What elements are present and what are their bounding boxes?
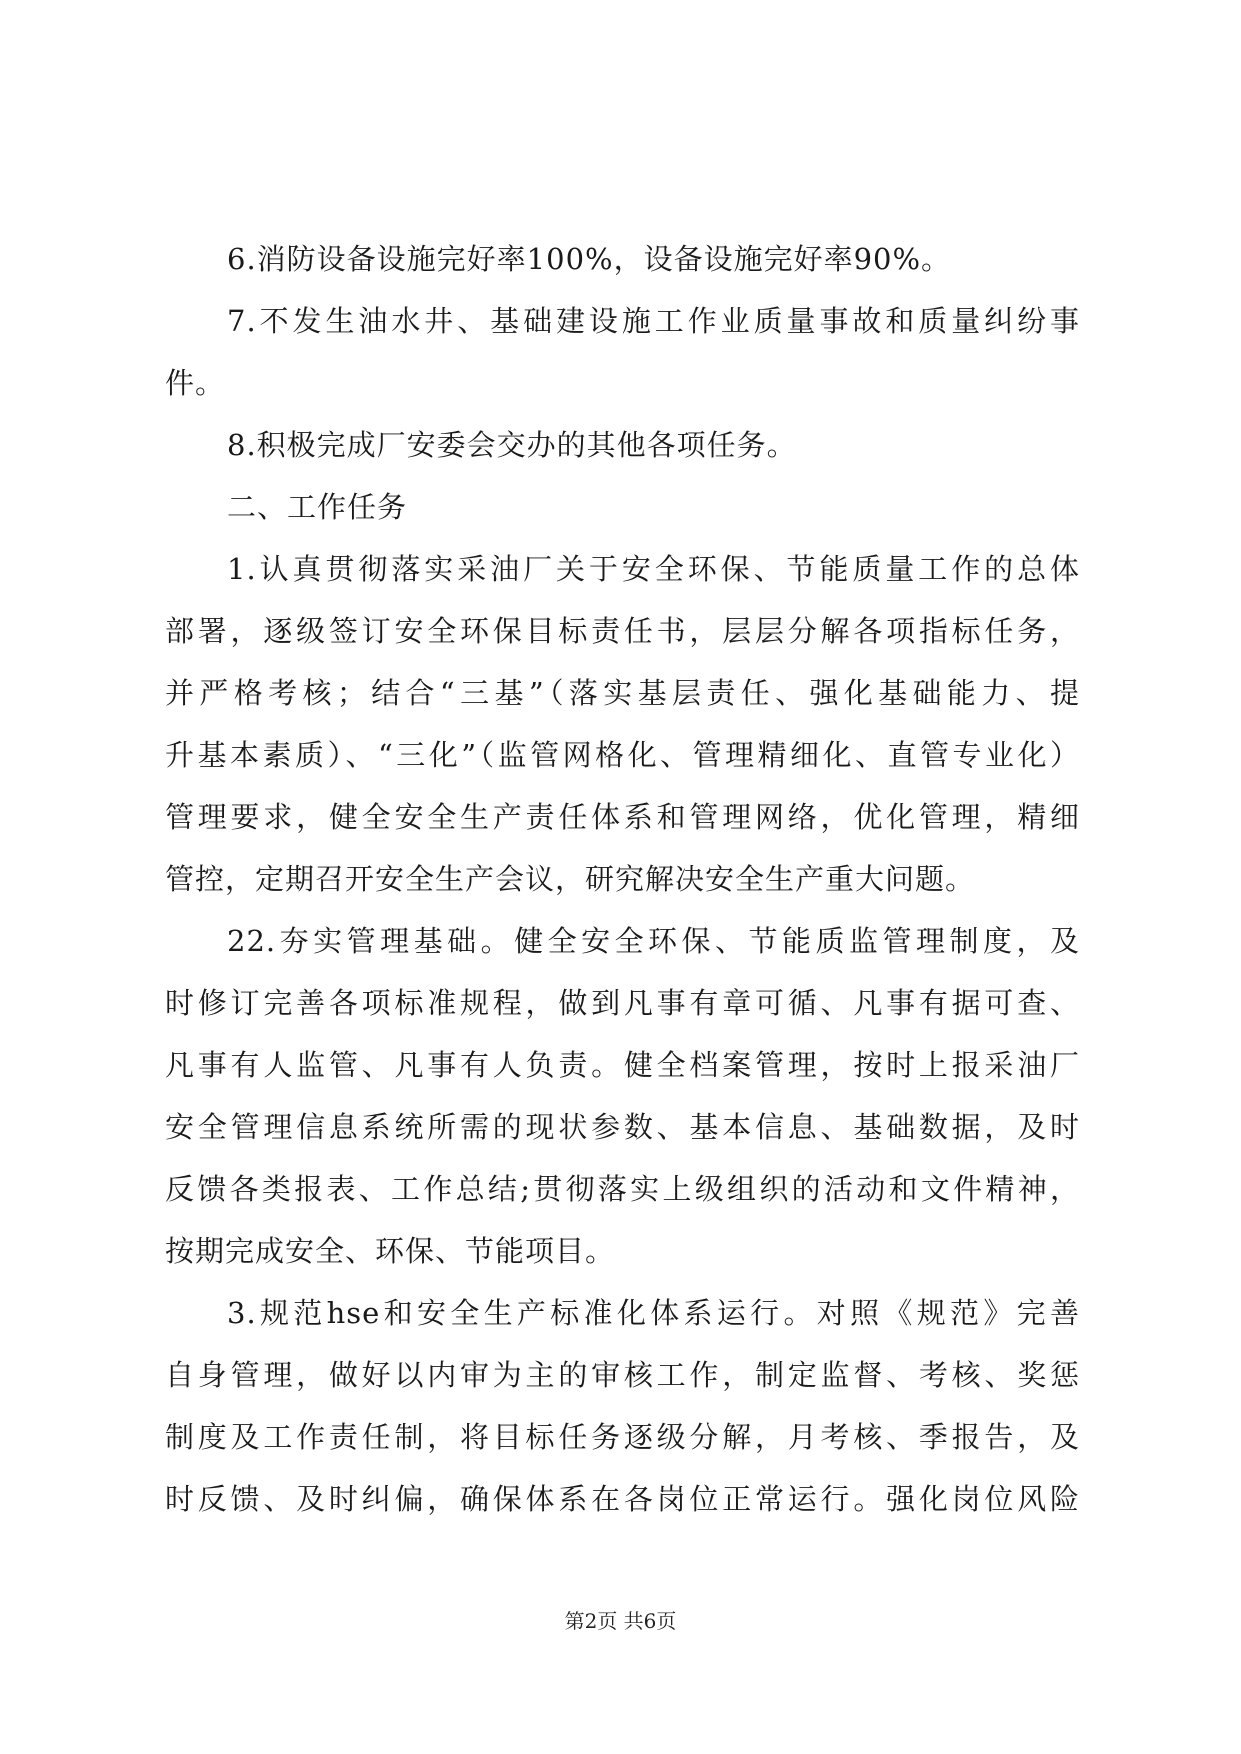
paragraph-line: 反馈各类报表、工作总结;贯彻落实上级组织的活动和文件精神， xyxy=(165,1172,1080,1206)
paragraph-line: 时修订完善各项标准规程，做到凡事有章可循、凡事有据可查、 xyxy=(165,986,1080,1020)
document-body xyxy=(165,228,1080,1530)
paragraph-line: 部署，逐级签订安全环保目标责任书，层层分解各项指标任务， xyxy=(165,614,1080,648)
paragraph-line: 安全管理信息系统所需的现状参数、基本信息、基础数据，及时 xyxy=(165,1110,1080,1144)
paragraph-line: 3.规范hse和安全生产标准化体系运行。对照《规范》完善 xyxy=(227,1296,1080,1330)
page-number-label: 第2页 共6页 xyxy=(564,1609,677,1633)
paragraph-line: 自身管理，做好以内审为主的审核工作，制定监督、考核、奖惩 xyxy=(165,1358,1080,1392)
paragraph-line: 件。 xyxy=(165,366,226,400)
paragraph-line: 制度及工作责任制，将目标任务逐级分解，月考核、季报告，及 xyxy=(165,1420,1080,1454)
paragraph-line: 管理要求，健全安全生产责任体系和管理网络，优化管理，精细 xyxy=(165,800,1080,834)
page-footer xyxy=(0,1608,1241,1634)
paragraph-line: 7.不发生油水井、基础建设施工作业质量事故和质量纠纷事 xyxy=(227,304,1080,338)
paragraph-line: 1.认真贯彻落实采油厂关于安全环保、节能质量工作的总体 xyxy=(227,552,1080,586)
paragraph-line: 管控，定期召开安全生产会议，研究解决安全生产重大问题。 xyxy=(165,862,976,896)
paragraph-line: 时反馈、及时纠偏，确保体系在各岗位正常运行。强化岗位风险 xyxy=(165,1482,1080,1516)
paragraph-line: 升基本素质）、“三化”（监管网格化、管理精细化、直管专业化） xyxy=(165,738,1080,772)
paragraph-line: 并严格考核；结合“三基”（落实基层责任、强化基础能力、提 xyxy=(165,676,1080,710)
paragraph-line: 按期完成安全、环保、节能项目。 xyxy=(165,1234,616,1268)
paragraph-line: 6.消防设备设施完好率100%，设备设施完好率90%。 xyxy=(227,242,952,276)
section-heading: 二、工作任务 xyxy=(227,490,408,524)
paragraph-line: 凡事有人监管、凡事有人负责。健全档案管理，按时上报采油厂 xyxy=(165,1048,1080,1082)
paragraph-line: 8.积极完成厂安委会交办的其他各项任务。 xyxy=(227,428,797,462)
paragraph-line: 22.夯实管理基础。健全安全环保、节能质监管理制度，及 xyxy=(227,924,1080,958)
